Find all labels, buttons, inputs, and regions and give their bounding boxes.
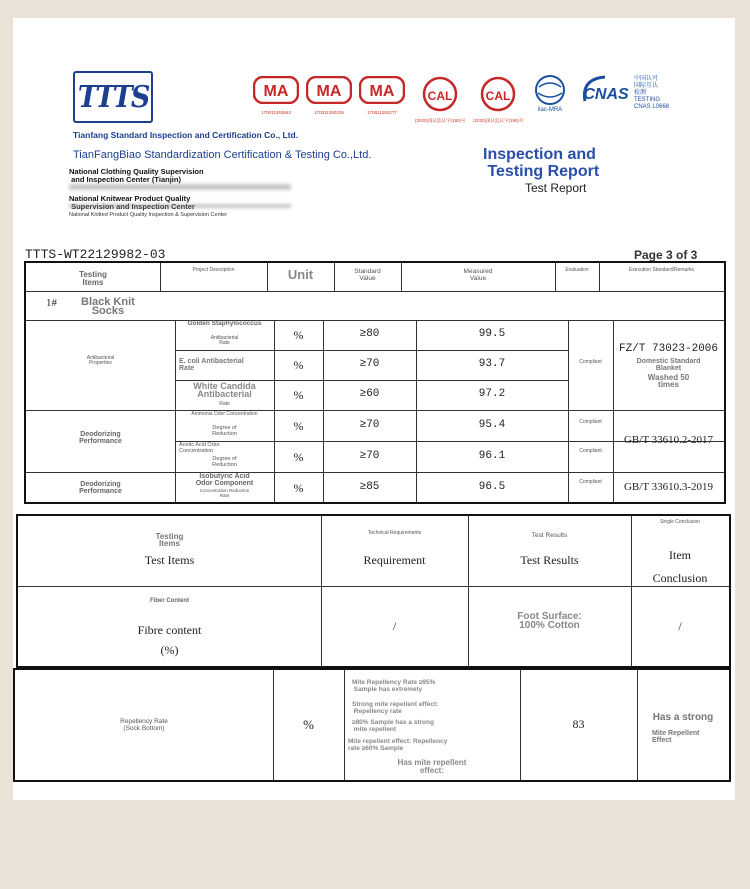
redacted-line [69,184,291,190]
svg-text:MA: MA [263,83,289,100]
row3-standard: ≥60 [359,388,380,400]
t2-header-requirement: Requirement [363,553,426,567]
group-deodorizing-1: Deodorizing Performance [79,431,122,446]
svg-text:MA: MA [369,83,395,100]
t3-result: 83 [572,717,585,731]
institute-knitwear: National Knitwear Product Quality [69,194,191,203]
header-standard-value: Standard Value [354,268,381,282]
row6-desc: Isobutyric Acid Odor Component [195,473,254,487]
ilac-mra-badge [531,73,569,118]
report-page [13,18,735,800]
row1-unit: % [293,328,304,342]
row3-desc-sub: Rate [219,401,230,407]
cma-badge-1 [253,76,299,115]
cal-badge-1 [415,76,466,124]
report-subtitle: Test Report [525,181,587,195]
header-project-description: Project Description [192,267,235,273]
row5-measured: 96.1 [478,450,506,462]
row1-desc: Golden Staphylococcus [187,320,262,327]
cma-number-3: 170011260277 [367,110,397,115]
row2-desc: E. coli Antibacterial Rate [179,358,244,373]
t3-repellency-rate-label: Repellency Rate (Sock Bottom) [120,718,168,732]
svg-text:ilac-MRA: ilac-MRA [537,107,563,113]
svg-text:CAL: CAL [427,89,453,103]
row2-unit: % [293,358,304,372]
svg-text:MA: MA [316,83,342,100]
group-deodorizing-2: Deodorizing Performance [79,481,122,496]
redacted-line-2 [69,204,291,208]
t2-single-conclusion-small: Single Conclusion [659,519,701,525]
t2-test-results-small: Test Results [531,532,568,539]
ttts-logo: TTTS [73,71,153,123]
t2-result-value: Foot Surface: 100% Cotton [517,611,582,631]
row5-unit: % [293,450,304,464]
t3-conclusion: Has a strong [652,712,714,723]
t2-technical-requirements-small: Technical Requirements [367,530,422,536]
cal-number-1: (2020)国认监认字(190)号 [415,118,466,123]
row5-standard: ≥70 [359,450,380,462]
cnas-logo [579,73,631,118]
svg-text:CAL: CAL [485,89,511,103]
eval-compliant-4: Compliant [579,479,602,485]
row6-standard: ≥85 [359,481,380,493]
cma-badge-2 [306,76,352,115]
t2-header-test-results: Test Results [520,553,579,567]
company-name-en: Tianfang Standard Inspection and Certification Co., Ltd. [73,130,299,140]
report-number: TTTS-WT22129982-03 [25,247,166,262]
method-gbt-33610-3: GB/T 33610.3-2019 [623,481,714,493]
row1-desc-sub: Antibacterial Rate [210,335,239,347]
t3-conclusion-sub: Mite Repellent Effect [652,730,700,745]
cma-number-2: 170011260226 [314,110,344,115]
header-evaluation: Evaluation [565,267,589,273]
row3-desc: White Candida Antibacterial [193,381,256,399]
t3-req-line4: Mite repellent effect: Repellency rate ≥60% Sample [348,738,448,752]
eval-compliant-1: Compliant [579,359,602,365]
eval-compliant-2: Compliant [579,419,602,425]
sample-name: Black Knit Socks [81,296,135,317]
t3-req-line3: ≥80% Sample has a strong mite repellent [352,719,434,733]
t2-fibre-content: Fibre content (%) [137,623,202,657]
company-name-pinyin: TianFangBiao Standardization Certification & Testing Co.,Ltd. [73,149,372,161]
group-antibacterial: Antibacterial Properties [86,355,115,367]
header-unit: Unit [287,267,314,282]
method-domestic-standard: Domestic Standard Blanket [636,358,701,372]
row5-desc: Acetic Acid Odor Concentration [179,442,220,454]
row4-measured: 95.4 [478,419,506,431]
cal-number-2: (2020)国认监认字(190)号 [473,118,524,123]
row1-measured: 99.5 [478,328,506,340]
antibacterial-test-table [24,261,726,504]
method-washed-note: Washed 50 times [647,373,690,389]
t2-fiber-content-small: Fiber Content [150,598,189,604]
institute-clothing: National Clothing Quality Supervision and Inspection Center (Tianjin) [69,167,204,184]
report-title: Inspection and Testing Report [483,146,600,180]
cma-badge-3 [359,76,405,115]
row2-standard: ≥70 [359,358,380,370]
cal-badge-2 [473,76,524,124]
sample-number: 1# [46,297,57,309]
row4-desc-sub: Degree of Reduction [212,425,237,437]
page-number: Page 3 of 3 [634,248,698,262]
cma-number-1: 170011263663 [261,110,291,115]
row2-measured: 93.7 [478,358,506,370]
header-execution-standard: Execution Standard/Remarks [628,267,695,273]
eval-compliant-3: Compliant [579,448,602,454]
header-testing-items: Testing Items [79,270,107,288]
row3-unit: % [293,388,304,402]
t3-unit: % [303,717,314,732]
row4-standard: ≥70 [359,419,380,431]
t2-requirement-value: / [392,619,397,633]
header-measured-value: Measured Value [463,268,493,282]
cnas-accreditation-text: 中国认可 国际互认 检测 TESTING CNAS L0668 [634,76,670,110]
row4-unit: % [293,419,304,433]
row4-desc: Ammonia Odor Concentration [191,411,258,417]
svg-text:CNAS: CNAS [583,86,629,103]
t2-header-item-conclusion: Item Conclusion [652,548,708,585]
row5-desc-sub: Degree of Reduction [212,456,237,468]
t3-req-line2: Strong mite repellent effect: Repellency rate [352,701,439,715]
t2-testing-items-small: Testing Items [155,532,184,548]
row6-measured: 96.5 [478,481,506,493]
t2-header-test-items: Test Items [144,553,195,567]
t2-conclusion-value: / [678,619,682,633]
method-gbt-33610-2: GB/T 33610.2-2017 [623,434,714,446]
institute-knitwear-sub: National Knitted Product Quality Inspection & Supervision Center [69,212,228,218]
row1-standard: ≥80 [359,328,380,340]
t3-req-line5: Has mite repellent effect: [397,758,467,775]
method-fz-t-73023: FZ/T 73023-2006 [618,343,719,355]
row6-unit: % [293,481,304,495]
row6-desc-sub: Concentration Reduction Rate [199,488,250,498]
fiber-content-table [16,514,731,668]
mite-repellency-table [13,668,731,782]
row3-measured: 97.2 [478,388,506,400]
t3-req-line1: Mite Repellency Rate ≥95% Sample has extremely [352,679,436,693]
